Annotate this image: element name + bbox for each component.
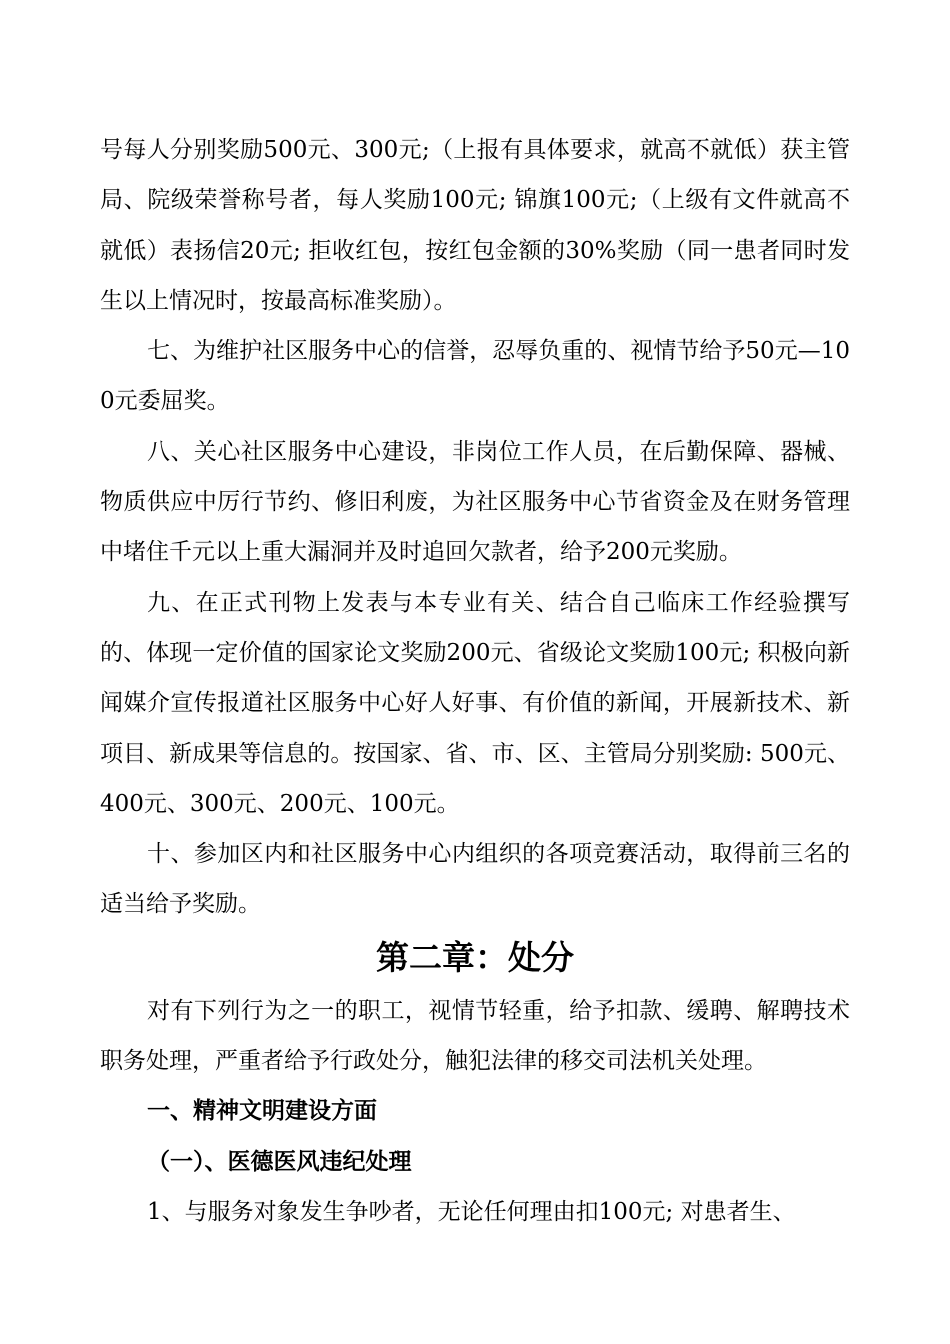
- paragraph-item-seven: 七、为维护社区服务中心的信誉，忍辱负重的、视情节给予50元—100元委屈奖。: [100, 338, 850, 415]
- section-heading: 一、精神文明建设方面: [147, 1098, 377, 1125]
- document-body: [100, 125, 850, 1237]
- paragraph-continuation: 号每人分别奖励500元、300元;（上报有具体要求，就高不就低）获主管局、院级荣誉称号者，每人奖励100元; 锦旗100元;（上级有文件就高不就低）表扬信20元; 拒收红包，按红包金额的30%奖励（同一患者同时发生以上情况时，按最高标准奖励）。: [100, 137, 850, 314]
- paragraph-item-nine: 九、在正式刊物上发表与本专业有关、结合自己临床工作经验撰写的、体现一定价值的国家论文奖励200元、省级论文奖励100元; 积极向新闻媒介宣传报道社区服务中心好人好事、有价值的新闻，开展新技术、新项目、新成果等信息的。按国家、省、市、区、主管局分别奖励: 500元、400元、300元、200元、100元。: [100, 589, 850, 817]
- subsection-heading: （一）、医德医风违纪处理: [147, 1148, 412, 1175]
- paragraph-item-ten: 十、参加区内和社区服务中心内组织的各项竞赛活动，取得前三名的适当给予奖励。: [100, 841, 850, 918]
- paragraph-rule-one: 1、与服务对象发生争吵者，无论任何理由扣100元; 对患者生、: [147, 1198, 796, 1225]
- chapter-intro-paragraph: 对有下列行为之一的职工，视情节轻重，给予扣款、缓聘、解聘技术职务处理，严重者给予行政处分，触犯法律的移交司法机关处理。: [100, 997, 850, 1075]
- chapter-title: 第二章：处分: [376, 937, 574, 977]
- paragraph-item-eight: 八、关心社区服务中心建设，非岗位工作人员，在后勤保障、器械、物质供应中厉行节约、修旧利废，为社区服务中心节省资金及在财务管理中堵住千元以上重大漏洞并及时追回欠款者，给予200元奖励。: [100, 438, 850, 566]
